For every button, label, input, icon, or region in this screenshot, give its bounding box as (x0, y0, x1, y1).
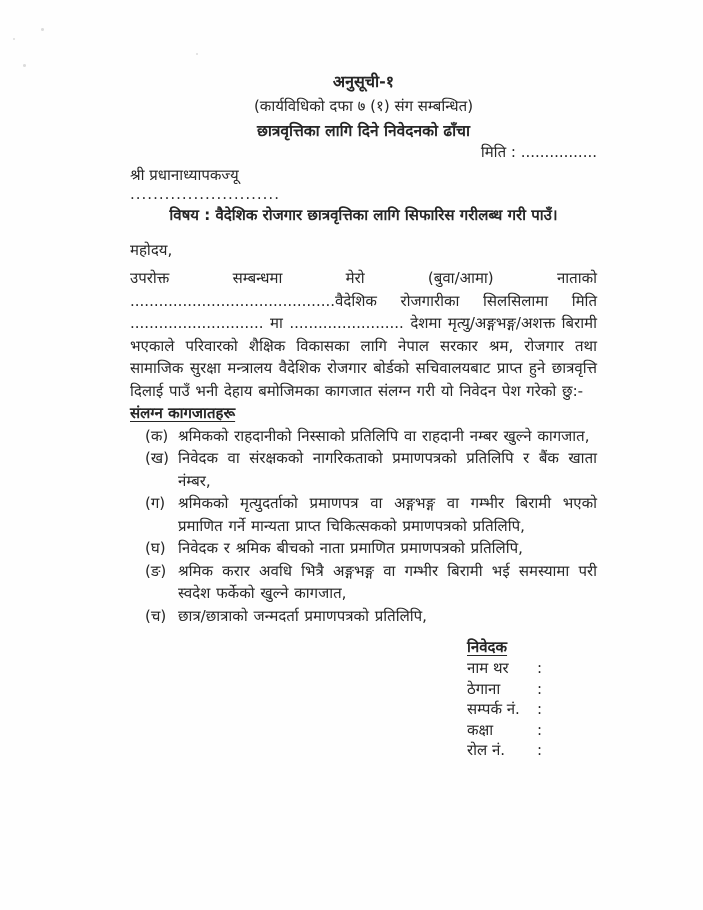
field-label: सम्पर्क नं. (467, 700, 520, 718)
signature-field-name (467, 658, 607, 679)
list-item (130, 492, 597, 537)
field-colon: : (537, 720, 543, 739)
date-line: मिति : ................ (480, 143, 597, 161)
field-label: नाम थर (467, 659, 509, 677)
scan-speck (23, 64, 26, 67)
field-colon: : (537, 741, 543, 759)
list-item-text: छात्र/छात्राको जन्मदर्ता प्रमाणपत्रको प्रतिलिपि, (178, 606, 427, 625)
list-item-text: श्रमिकको राहदानीको निस्साको प्रतिलिपि वा राहदानी नम्बर खुल्ने कागजात, (178, 426, 590, 445)
field-colon: : (537, 679, 543, 698)
list-item-label: (घ) (145, 539, 166, 557)
list-item-text: श्रमिक करार अवधि भित्रै अङ्गभङ्ग वा गम्भीर बिरामी भई समस्यामा परी स्वदेश फर्केको खुल्ने कागजात, (178, 561, 597, 602)
list-item-label: (क) (145, 426, 169, 445)
attachments-heading: संलग्न कागजातहरू (130, 404, 236, 422)
field-label: रोल नं. (467, 741, 506, 759)
signature-field-address (467, 679, 607, 700)
signature-field-contact (467, 699, 607, 720)
scan-speck (41, 28, 44, 31)
signature-field-roll (467, 740, 607, 761)
salutation: महोदय, (130, 241, 173, 259)
list-item-label: (ख) (145, 449, 169, 467)
list-item-text: श्रमिकको मृत्युदर्ताको प्रमाणपत्र वा अङ्गभङ्ग वा गम्भीर बिरामी भएको प्रमाणित गर्ने मान्यता प्राप्त चिकित्सकको प्रमाणपत्रको प्रतिलिपि, (178, 494, 597, 535)
list-item (130, 560, 597, 605)
addressee-blank-line: .......................... (130, 185, 280, 203)
attachments-section (130, 402, 597, 627)
list-item-text: निवेदक वा संरक्षकको नागरिकताको प्रमाणपत्रको प्रतिलिपि र बैंक खाता नंम्बर, (178, 449, 597, 490)
field-colon: : (537, 700, 543, 718)
applicant-heading: निवेदक (467, 638, 508, 656)
list-item-label: (च) (145, 606, 167, 625)
subject-line: विषय : वैदेशिक रोजगार छात्रवृत्तिका लागि सिफारिस गरीलब्ध गरी पाउँ। (169, 206, 558, 224)
list-item-label: (ङ) (145, 561, 167, 580)
schedule-number: अनुसूची-१ (332, 72, 395, 91)
list-item (130, 425, 597, 448)
scan-speck (196, 53, 198, 55)
addressee-name: श्री प्रधानाध्यापकज्यू (130, 166, 239, 184)
form-title: छात्रवृत्तिका लागि दिने निवेदनको ढाँचा (257, 122, 470, 140)
list-item-label: (ग) (145, 494, 166, 512)
list-item-text: निवेदक र श्रमिक बीचको नाता प्रमाणित प्रमाणपत्रको प्रतिलिपि, (178, 539, 523, 557)
field-label: ठेगाना (467, 679, 501, 698)
list-item (130, 447, 597, 492)
applicant-signature-block (467, 637, 607, 761)
attachments-list (130, 425, 597, 628)
scan-speck (13, 38, 15, 40)
related-clause: (कार्यविधिको दफा ७ (१) संग सम्बन्धित) (253, 97, 474, 115)
list-item (130, 537, 597, 560)
body-paragraph: उपरोक्त सम्बन्धमा मेरो (बुवा/आमा) नाताको ...........................................वैदेशिक रोजगारीका सिलसिलामा मिति ............................ मा ........................ देशमा मृत्यु/अङ्गभङ्ग/अशक्त बिरामी भएकाले परिवारको शैक्षिक विकासका लागि नेपाल सरकार श्रम, रोजगार तथा सामाजिक सुरक्षा मन्त्रालय वैदेशिक रोजगार बोर्डको सचिवालयबाट प्राप्त हुने छात्रवृत्ति दिलाई पाउँ भनी देहाय बमोजिमका कागजात संलग्न गरी यो निवेदन पेश गरेको छु:- (130, 269, 597, 400)
signature-field-class (467, 720, 607, 741)
field-label: कक्षा (467, 720, 494, 739)
field-colon: : (537, 659, 543, 677)
list-item (130, 605, 597, 628)
